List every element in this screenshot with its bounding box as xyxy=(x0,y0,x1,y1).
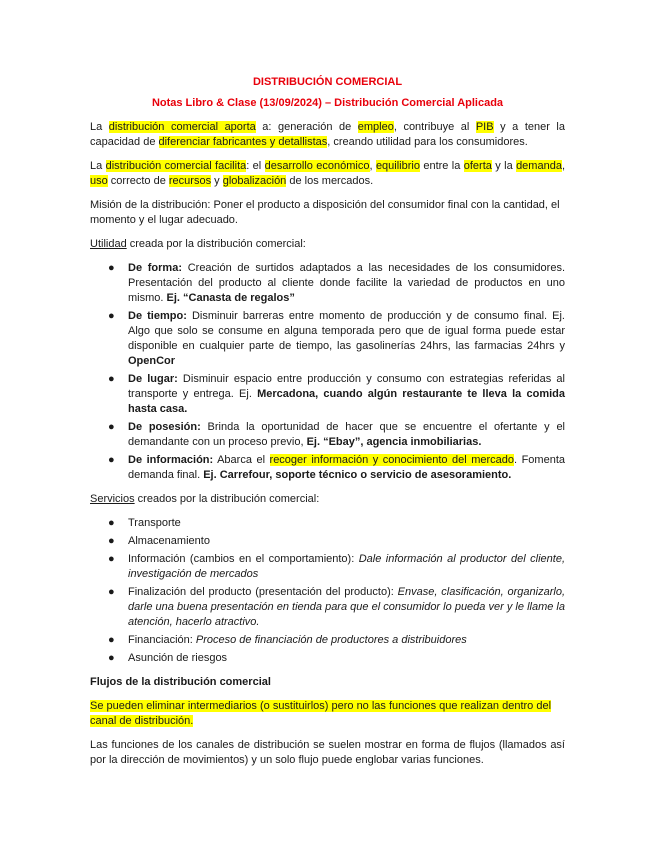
text: , xyxy=(561,160,565,172)
highlight: oferta xyxy=(463,160,492,172)
item-text: Almacenamiento xyxy=(128,535,210,547)
item-label: De información: xyxy=(128,454,214,466)
highlight: PIB xyxy=(475,121,494,133)
paragraph-flujos: Las funciones de los canales de distribución se suelen mostrar en forma de flujos (llamados así por la dirección de movimientos) y un solo flujo puede englobar varias funciones. xyxy=(90,739,565,766)
highlight: empleo xyxy=(357,121,394,133)
text: de los mercados. xyxy=(286,175,374,187)
list-item xyxy=(108,420,566,450)
document-subtitle: Notas Libro & Clase (13/09/2024) – Distribución Comercial Aplicada xyxy=(151,97,504,109)
bullet-icon: ● xyxy=(108,373,115,385)
item-text: Información (cambios en el comportamiento): xyxy=(128,553,359,565)
bullet-icon: ● xyxy=(108,652,115,664)
highlight: recursos xyxy=(168,175,212,187)
item-label: De lugar: xyxy=(128,373,178,385)
list-item xyxy=(108,372,566,417)
item-text: Transporte xyxy=(128,517,181,529)
paragraph-mision: Misión de la distribución: Poner el producto a disposición del consumidor final con la cantidad, el momento y el lugar adecuado. xyxy=(90,199,560,226)
list-item xyxy=(108,552,565,582)
text: y xyxy=(211,175,223,187)
servicios-list xyxy=(90,516,565,666)
servicios-intro xyxy=(90,492,565,507)
utilidad-intro xyxy=(90,237,565,252)
section-heading-flujos: Flujos de la distribución comercial xyxy=(90,676,271,688)
text: y a tener la capacidad de xyxy=(90,121,565,148)
highlight: demanda xyxy=(516,160,562,172)
text: creada por la distribución comercial: xyxy=(126,238,306,250)
text: La xyxy=(90,160,106,172)
bullet-icon: ● xyxy=(108,586,115,598)
item-label: De forma: xyxy=(128,262,182,274)
item-text: Creación de surtidos adaptados a las necesidades de los consumidores. Presentación del producto al cliente donde facilite la variedad de productos en uno mismo. xyxy=(128,262,565,304)
bullet-icon: ● xyxy=(108,262,115,274)
list-item xyxy=(108,261,565,306)
item-example: Ej. “Canasta de regalos” xyxy=(166,292,295,304)
paragraph-aporta xyxy=(90,120,565,150)
item-italic: Dale información al productor del cliente, investigación de mercados xyxy=(128,553,565,580)
item-example: Ej. Carrefour, soporte técnico o servicio de asesoramiento. xyxy=(203,469,512,481)
item-example: Mercadona, cuando algún restaurante te lleva la comida hasta casa. xyxy=(128,388,566,415)
text: y la xyxy=(491,160,517,172)
highlight: recoger información y conocimiento del mercado xyxy=(269,454,515,466)
text: : el xyxy=(246,160,265,172)
document-title: DISTRIBUCIÓN COMERCIAL xyxy=(252,76,403,88)
item-example: Ej. “Ebay”, agencia inmobiliarias. xyxy=(306,436,482,448)
text: La xyxy=(90,121,109,133)
list-item xyxy=(108,651,565,666)
bullet-icon: ● xyxy=(108,454,115,466)
item-label: De posesión: xyxy=(128,421,201,433)
text: creados por la distribución comercial: xyxy=(134,493,320,505)
highlight: diferenciar fabricantes y detallistas xyxy=(158,136,328,148)
underlined-term: Servicios xyxy=(90,493,135,505)
item-label: De tiempo: xyxy=(128,310,187,322)
list-item xyxy=(108,585,565,630)
list-item xyxy=(108,516,565,531)
text: , contribuye al xyxy=(393,121,476,133)
bullet-icon: ● xyxy=(108,517,115,529)
paragraph-facilita xyxy=(90,159,565,189)
item-italic: Envase, clasificación, organizarlo, darle una buena presentación en tienda para que el consumidor lo pueda ver y le llame la atención, hacerlo atractivo. xyxy=(128,586,565,628)
item-text: Brinda la oportunidad de hacer que se encuentre el ofertante y el demandante con un proceso previo, xyxy=(128,421,566,448)
text: a: generación de xyxy=(255,121,358,133)
item-text: Finalización del producto (presentación del producto): xyxy=(128,586,398,598)
item-text: . Fomenta demanda final. xyxy=(128,454,565,481)
paragraph-intermediarios xyxy=(90,699,565,729)
text: correcto de xyxy=(107,175,169,187)
bullet-icon: ● xyxy=(108,310,115,322)
list-item xyxy=(108,309,565,369)
list-item xyxy=(108,453,565,483)
highlight: equilibrio xyxy=(375,160,420,172)
list-item xyxy=(108,534,565,549)
highlight: uso xyxy=(90,175,108,187)
bullet-icon: ● xyxy=(108,634,115,646)
bullet-icon: ● xyxy=(108,421,115,433)
highlight: distribución comercial facilita xyxy=(105,160,247,172)
highlight: distribución comercial aporta xyxy=(108,121,256,133)
highlight: Se pueden eliminar intermediarios (o sustituirlos) pero no las funciones que realizan dentro del canal de distribución. xyxy=(90,700,552,727)
item-text: Asunción de riesgos xyxy=(128,652,228,664)
underlined-term: Utilidad xyxy=(90,238,127,250)
text: entre la xyxy=(419,160,464,172)
item-italic: Proceso de financiación de productores a distribuidores xyxy=(195,634,467,646)
item-text: Disminuir espacio entre producción y consumo con estrategias referidas al transporte y entrega. Ej. xyxy=(128,373,565,400)
item-text: Financiación: xyxy=(128,634,196,646)
item-text: Disminuir barreras entre momento de producción y de consumo final. Ej. Algo que solo se consume en alguna temporada pero que de igual forma puede estar disponible en cualquier parte de tiempo, las gasolinerías 24hrs, las farmacias 24hrs y xyxy=(128,310,565,352)
document-body xyxy=(90,75,565,777)
item-example: OpenCor xyxy=(128,355,176,367)
highlight: desarrollo económico xyxy=(264,160,370,172)
text: , xyxy=(369,160,376,172)
utilidad-list xyxy=(90,261,565,483)
highlight: globalización xyxy=(222,175,287,187)
item-text: Abarca el xyxy=(213,454,270,466)
list-item xyxy=(108,633,565,648)
bullet-icon: ● xyxy=(108,553,115,565)
text: , creando utilidad para los consumidores. xyxy=(327,136,528,148)
bullet-icon: ● xyxy=(108,535,115,547)
